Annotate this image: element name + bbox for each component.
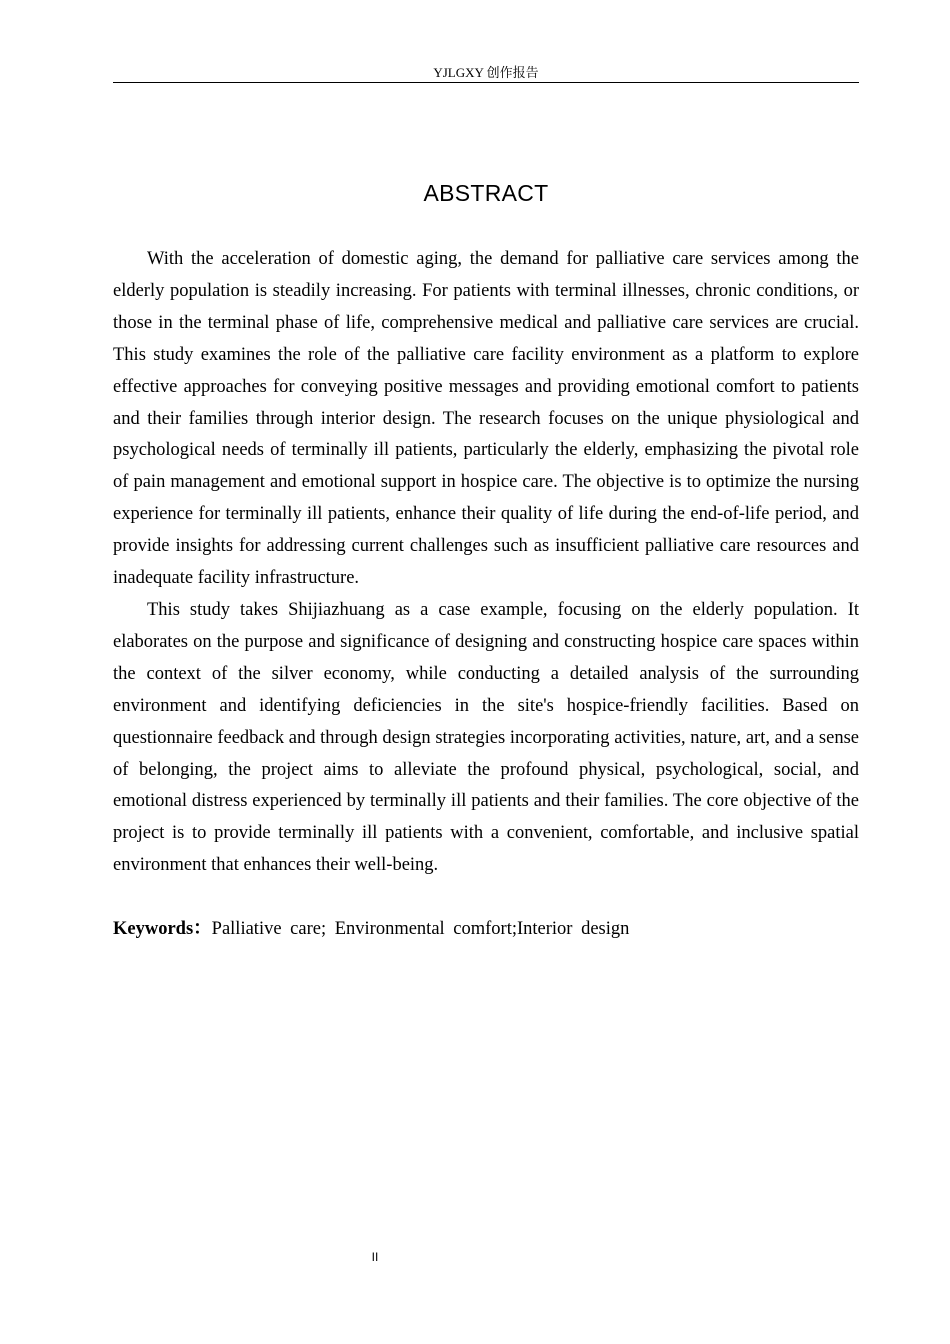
- abstract-title: ABSTRACT: [423, 180, 549, 206]
- abstract-paragraph-2: This study takes Shijiazhuang as a case example, focusing on the elderly population. It elaborates on the purpose and significance of designing and constructing hospice care spaces within the context of the silver economy, while conducting a detailed analysis of the surrounding environment and identifying deficiencies in the site's hospice-friendly facilities. Based on questionnaire feedback and through design strategies incorporating activities, nature, art, and a sense of belonging, the project aims to alleviate the profound physical, psychological, social, and emotional distress experienced by terminally ill patients and their families. The core objective of the project is to provide terminally ill patients with a convenient, comfortable, and inclusive spatial environment that enhances their well-being.: [113, 599, 859, 876]
- keywords-label: Keywords：: [113, 919, 212, 939]
- running-header: YJLGXY 创作报告: [113, 64, 859, 83]
- abstract-body: [113, 244, 859, 882]
- keywords-line: [113, 914, 859, 945]
- abstract-paragraph-1: With the acceleration of domestic aging, the demand for palliative care services among the elderly population is steadily increasing. For patients with terminal illnesses, chronic conditions, or those in the terminal phase of life, comprehensive medical and palliative care services are crucial. This study examines the role of the palliative care facility environment as a platform to explore effective approaches for conveying positive messages and providing emotional comfort to patients and their families through interior design. The research focuses on the unique physiological and psychological needs of terminally ill patients, particularly the elderly, emphasizing the pivotal role of pain management and emotional support in hospice care. The objective is to optimize the nursing experience for terminally ill patients, enhance their quality of life during the end-of-life period, and provide insights for addressing current challenges such as insufficient palliative care resources and inadequate facility infrastructure.: [113, 249, 859, 589]
- page-number: II: [371, 1250, 379, 1264]
- keywords-text: Palliative care; Environmental comfort;Interior design: [211, 919, 630, 939]
